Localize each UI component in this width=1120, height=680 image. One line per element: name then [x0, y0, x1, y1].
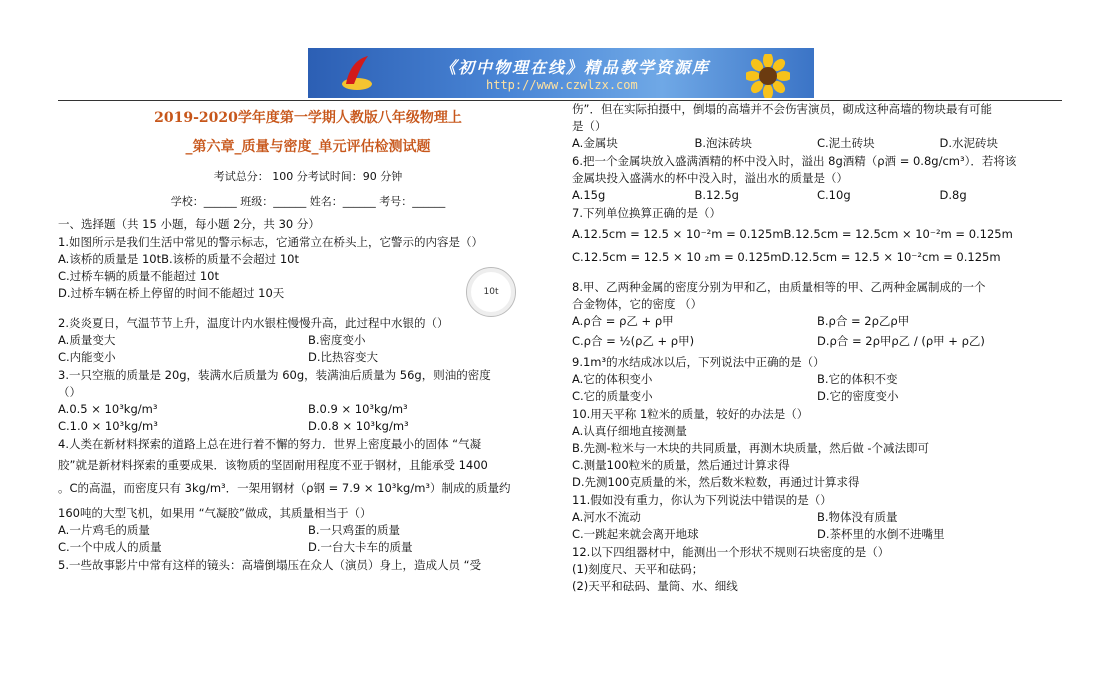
question-stem-cont: 。C的高温，而密度只有 3kg/m³．一架用钢材（ρ钢 = 7.9 × 10³kg/m³）制成的质量约 — [58, 481, 511, 495]
option-c: C.一跳起来就会离开地球 — [572, 527, 699, 541]
option-b: B.一只鸡蛋的质量 — [308, 523, 401, 537]
option-d: D.过桥车辆在桥上停留的时间不能超过 10天 — [58, 286, 285, 300]
option-b: B.泡沫砖块 — [694, 136, 753, 150]
option-a: A.金属块 — [572, 136, 618, 150]
option-d: D.它的密度变小 — [817, 389, 899, 403]
option-a: A.0.5 × 10³kg/m³ — [58, 402, 158, 416]
question-stem: 7.下列单位换算正确的是（） — [572, 206, 721, 220]
option-a: A.认真仔细地直接测量 — [572, 424, 687, 438]
question-5-cont — [572, 101, 1062, 152]
exam-meta: 考试总分： 100 分考试时间：90 分钟 — [213, 170, 403, 183]
option-b: B.0.9 × 10³kg/m³ — [308, 402, 408, 416]
option-c: C.一个中成人的质量 — [58, 540, 162, 554]
option-c: C.内能变小 — [58, 350, 116, 364]
question-stem: 9.1m³的水结成冰以后，下列说法中正确的是（） — [572, 355, 825, 369]
option-ab: A.该桥的质量是 10tB.该桥的质量不会超过 10t — [58, 252, 299, 266]
banner-title: 《初中物理在线》精品教学资源库 — [440, 58, 711, 77]
option-1: (1)刻度尺、天平和砝码； — [572, 562, 704, 576]
option-2: (2)天平和砝码、量筒、水、细线 — [572, 579, 738, 593]
question-stem: 4.人类在新材料探索的道路上总在进行着不懈的努力．世界上密度最小的固体 “气凝 — [58, 437, 482, 451]
option-b: B.ρ合 = 2ρ乙ρ甲 — [817, 314, 910, 328]
option-a: A.ρ合 = ρ乙 + ρ甲 — [572, 314, 674, 328]
exam-title: 2019-2020学年度第一学期人教版八年级物理上 — [154, 110, 462, 126]
question-stem: 8.甲、乙两种金属的密度分别为甲和乙，由质量相等的甲、乙两种金属制成的一个 — [572, 280, 986, 294]
question-stem: 12.以下四组器材中，能测出一个形状不规则石块密度的是（） — [572, 545, 890, 559]
option-a: A.质量变大 — [58, 333, 116, 347]
option-c: C.10g — [817, 188, 851, 202]
question-5 — [58, 557, 558, 574]
option-ab: A.12.5cm = 12.5 × 10⁻²m = 0.125mB.12.5cm = 12.5cm × 10⁻²m = 0.125m — [572, 227, 1013, 241]
question-12 — [572, 544, 1062, 595]
option-b: B.12.5g — [694, 188, 739, 202]
question-stem-cont: 是（） — [572, 119, 607, 133]
right-column — [572, 100, 1062, 595]
option-c: C.泥土砖块 — [817, 136, 875, 150]
option-c: C.ρ合 = ½(ρ乙 + ρ甲) — [572, 334, 695, 348]
exam-subtitle: _第六章_质量与密度_单元评估检测试题 — [185, 139, 431, 155]
option-a: A.15g — [572, 188, 606, 202]
option-c: C.过桥车辆的质量不能超过 10t — [58, 269, 219, 283]
question-stem: 2.炎炎夏日，气温节节上升，温度计内水银柱慢慢升高，此过程中水银的（） — [58, 316, 449, 330]
option-c: C.1.0 × 10³kg/m³ — [58, 419, 158, 433]
option-b: B.物体没有质量 — [817, 510, 898, 524]
banner-url[interactable]: http://www.czwlzx.com — [486, 78, 638, 92]
question-2 — [58, 315, 558, 366]
question-stem-cont: 伤”．但在实际拍摄中，倒塌的高墙并不会伤害演员，砌成这种高墙的物块最有可能 — [572, 102, 992, 116]
question-3 — [58, 367, 558, 435]
question-stem-cont: 胶”就是新材料探索的重要成果．该物质的坚固耐用程度不亚于钢材，且能承受 1400 — [58, 458, 488, 472]
question-4 — [58, 436, 558, 556]
question-stem-cont: 金属块投入盛满水的杯中没入时，溢出水的质量是（） — [572, 171, 848, 185]
option-a: A.河水不流动 — [572, 510, 641, 524]
question-6 — [572, 153, 1062, 204]
question-11 — [572, 492, 1062, 543]
exam-fields: 学校：______ 班级：______ 姓名：______ 考号：______ — [170, 195, 446, 208]
option-d: D.ρ合 = 2ρ甲ρ乙 / (ρ甲 + ρ乙) — [817, 334, 985, 348]
option-c: C.测量100粒米的质量，然后通过计算求得 — [572, 458, 790, 472]
option-d: D.8g — [939, 188, 967, 202]
question-stem: 6.把一个金属块放入盛满酒精的杯中没入时，溢出 8g酒精（ρ酒 = 0.8g/cm³）．若将该 — [572, 154, 1017, 168]
option-cd: C.12.5cm = 12.5 × 10 ₂m = 0.125mD.12.5cm = 12.5 × 10⁻²cm = 0.125m — [572, 250, 1001, 264]
option-c: C.它的质量变小 — [572, 389, 653, 403]
section-heading: 一、选择题（共 15 小题，每小题 2分，共 30 分） — [58, 217, 320, 231]
question-stem: 11.假如没有重力，你认为下列说法中错误的是（） — [572, 493, 832, 507]
option-b: B.密度变小 — [308, 333, 366, 347]
question-10 — [572, 406, 1062, 491]
option-d: D.一台大卡车的质量 — [308, 540, 413, 554]
question-8 — [572, 279, 1062, 350]
option-b: B.它的体积不变 — [817, 372, 898, 386]
option-d: D.先测100克质量的米，然后数米粒数，再通过计算求得 — [572, 475, 860, 489]
option-d: D.水泥砖块 — [939, 136, 999, 150]
question-stem: 10.用天平称 1粒米的质量，较好的办法是（） — [572, 407, 809, 421]
question-stem-cont: 160吨的大型飞机，如果用 “气凝胶”做成，其质量相当于（） — [58, 506, 372, 520]
question-stem-cont: 合金物体，它的密度 （） — [572, 297, 703, 311]
left-column — [58, 104, 558, 574]
option-a: A.一片鸡毛的质量 — [58, 523, 150, 537]
sign-text: 10t — [483, 287, 499, 297]
question-9 — [572, 354, 1062, 405]
logo-icon — [340, 54, 374, 92]
question-stem: 3.一只空瓶的质量是 20g，装满水后质量为 60g，装满油后质量为 56g，则油的密度 — [58, 368, 491, 382]
question-7 — [572, 205, 1062, 266]
option-a: A.它的体积变小 — [572, 372, 653, 386]
weight-limit-sign — [466, 267, 516, 317]
question-stem: 5.一些故事影片中常有这样的镜头：高墙倒塌压在众人（演员）身上，造成人员 “受 — [58, 558, 482, 572]
option-d: D.0.8 × 10³kg/m³ — [308, 419, 409, 433]
question-stem: 1.如图所示是我们生活中常见的警示标志，它通常立在桥头上，它警示的内容是（） — [58, 235, 483, 249]
option-d: D.比热容变大 — [308, 350, 379, 364]
sunflower-icon — [746, 54, 790, 98]
question-stem-cont: （） — [58, 385, 81, 399]
header-banner — [308, 48, 814, 98]
option-b: B.先测-粒米与一木块的共同质量，再测木块质量，然后做 -个减法即可 — [572, 441, 929, 455]
option-d: D.茶杯里的水倒不进嘴里 — [817, 527, 945, 541]
